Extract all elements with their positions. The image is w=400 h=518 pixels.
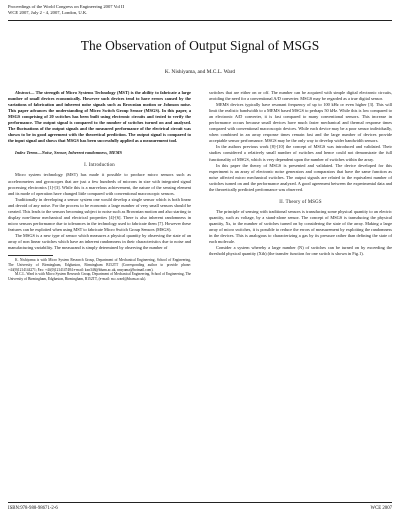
abstract-text: The strength of Micro Systems Technology (MST) is the ability to fabricate a large number of small devices economically. However such devices tend to have errors caused by the variations of fabrication and inherent noise signals such as Brownian motion or Johnson noise. This paper advances the understanding of Micro Switch Group Sensor (MSGS). In this paper, a MSGS comprising of 20 switches has been built using electronic circuits and tested to verify the performance. The output signal is compared to the number of switches turned on and analysed. The fluctuations of the output signals and the measured performance of the electrical circuit was shown to be in good agreement with the theoretical prediction. The output signal is compared to the input signal and shows that MSGS has been successfully applied as a measurement tool. bbox=[8, 90, 191, 144]
paper-title: The Observation of Output Signal of MSGS bbox=[80, 38, 320, 53]
section-heading-introduction: I. Introduction bbox=[84, 163, 115, 169]
intro-paragraph: In this paper the theory of MSGS is presented and validated. The device developed for this experiment is an array of electronic noise generators and comparators that have the same function as noise affected micro mechanical switches. The output signals are related to the equivalent number of switches turned on and the performance analyzed. A good agreement between the experimental data and the theoretically predicted performance was observed. bbox=[209, 162, 392, 192]
index-terms: Index Terms—Noise, Sensor, Inherent randomness, MEMS bbox=[15, 150, 123, 156]
section-heading-theory: II. Theory of MSGS bbox=[279, 199, 322, 205]
paper-authors: K. Nishiyama, and M.C.L. Ward bbox=[164, 69, 236, 75]
abstract: Abstract— The strength of Micro Systems Technology (MST) is the ability to fabricate a large number of small devices economically. However such devices tend to have errors caused by the variations of fabrication and inherent noise signals such as Brownian motion or Johnson noise. This paper advances the understanding of Micro Switch Group Sensor (MSGS). In this paper, a MSGS comprising of 20 switches has been built using electronic circuits and tested to verify the performance. The output signal is compared to the number of switches turned on and analysed. The fluctuations of the output signals and the measured performance of the electrical circuit was shown to be in good agreement with the theoretical prediction. The output signal is compared to the input signal and shows that MSGS has been successfully applied as a measurement tool. bbox=[8, 90, 191, 144]
intro-paragraph: MEMS devices typically have resonant frequency of up to 100 kHz or even higher [3]. This will limit the realistic bandwidth to a MEMS based MSGS to perhaps 50 kHz. While this is low compared to an electronic A/D converter, it is fast compared to many conventional sensors. This increase in performance occurs because small devices have much faster mechanical and thermal response times compared with conventional macroscopic devices. While each device may be a poor sensor individually, when combined in an array response times remain fast and the large number of devices provide acceptable sensor performance. MSGS may be the only way to develop wider bandwidth sensors. bbox=[209, 102, 392, 144]
theory-paragraph: Consider a system whereby a large number (N) of switches can be turned on by exceeding the threshold physical quantity (Xth) (the transfer function for one switch is shown in Fig.1). bbox=[209, 245, 392, 257]
abstract-label: Abstract bbox=[15, 90, 30, 95]
theory-paragraph: The principle of sensing with traditional sensors is transducing some physical quantity to an electric quantity, such as voltage, by a stand-alone sensor. The concept of MSGS is transducing the physical quantity, Xs, to the number of switches turned on by considering the state of the array. Making a large array of micro switches, it is possible to reduce the errors of measurement by exploiting the randomness in the devices. This is analogous to characterizing a gas by its pressure rather than defining the state of each molecule. bbox=[209, 208, 392, 245]
header-line-2: WCE 2007, July 2 - 4, 2007, London, U.K. bbox=[8, 10, 88, 15]
header-rule bbox=[8, 20, 392, 21]
footer-rule bbox=[8, 502, 392, 503]
intro-paragraph: Traditionally in developing a sensor system one would develop a single sensor which is both linear and devoid of any noise. For the process to be economic a large number of very small sensors should be created. This leads to the sensors becoming subject to noise such as Brownian motion and also starting to display non-linear mechanical and electrical properties [4]-[6]. There is also inherent randomness in micro sensors performance due to tolerances in the technology used to fabricate them [7]. However these features can be exploited when using MST to fabricate Micro Switch Group Sensors (MSGS). bbox=[8, 196, 191, 232]
intro-paragraph: Micro system technology (MST) has made it possible to produce micro sensors such as accelerometers and gyroscopes that are just a few hundreds of microns in size with integrated signal processing electronics [1]-[3]. While this is a marvelous achievement, the nature of the sensing element and its mode of operation have changed little compared with conventional macroscopic sensors. bbox=[8, 172, 191, 196]
footer-isbn: ISBN:978-988-98671-2-6 bbox=[8, 506, 58, 511]
proceedings-header bbox=[8, 4, 124, 16]
intro-paragraph: In the authors previous work [8]-[10] the concept of MSGS was introduced and validated. Their studies considered a relatively small number of switches and hence could not demonstrate the full functionality of MSGS, which is very dependent upon the number of switches within the array. bbox=[209, 144, 392, 162]
footer-venue: WCE 2007 bbox=[370, 506, 392, 511]
footnote-rule bbox=[8, 255, 53, 256]
intro-paragraph: switches that are either on or off. The number can be acquired with simple digital electronic circuits, avoiding the need for a conventional A/D converter. MSGS may be regarded as a true digital sensor. bbox=[209, 90, 392, 102]
left-column bbox=[8, 90, 191, 282]
right-column bbox=[209, 90, 392, 257]
intro-paragraph: The MSGS is a new type of sensor which measures a physical quantity by observing the state of an array of non linear switches which have an inherent randomness in their characteristics due to noise and manufacturing variability. The measurand is simply determined by observing the number of bbox=[8, 232, 191, 251]
footnote: M.C.L. Ward is with Micro System Research Group, Department of Mechanical Engineering, School of Engineering, The University of Birmingham, Edgbaston, Birmingham, B152TT, (e-mail: m.c.ward@bham.ac.uk). bbox=[8, 272, 191, 282]
header-line-1: Proceedings of the World Congress on Engineering 2007 Vol II bbox=[8, 4, 125, 9]
footnote: K. Nishiyama is with Micro System Research Group, Department of Mechanical Engineering, School of Engineering, The University of Birmingham, Edgbaston, Birmingham B152TT (Corresponding author to provide phone: +44(0)1214144271; Fax: +44(0)1214147484 e-mail: kxn348@bham.ac.uk, nnsyama@hotmail.com). bbox=[8, 258, 191, 272]
